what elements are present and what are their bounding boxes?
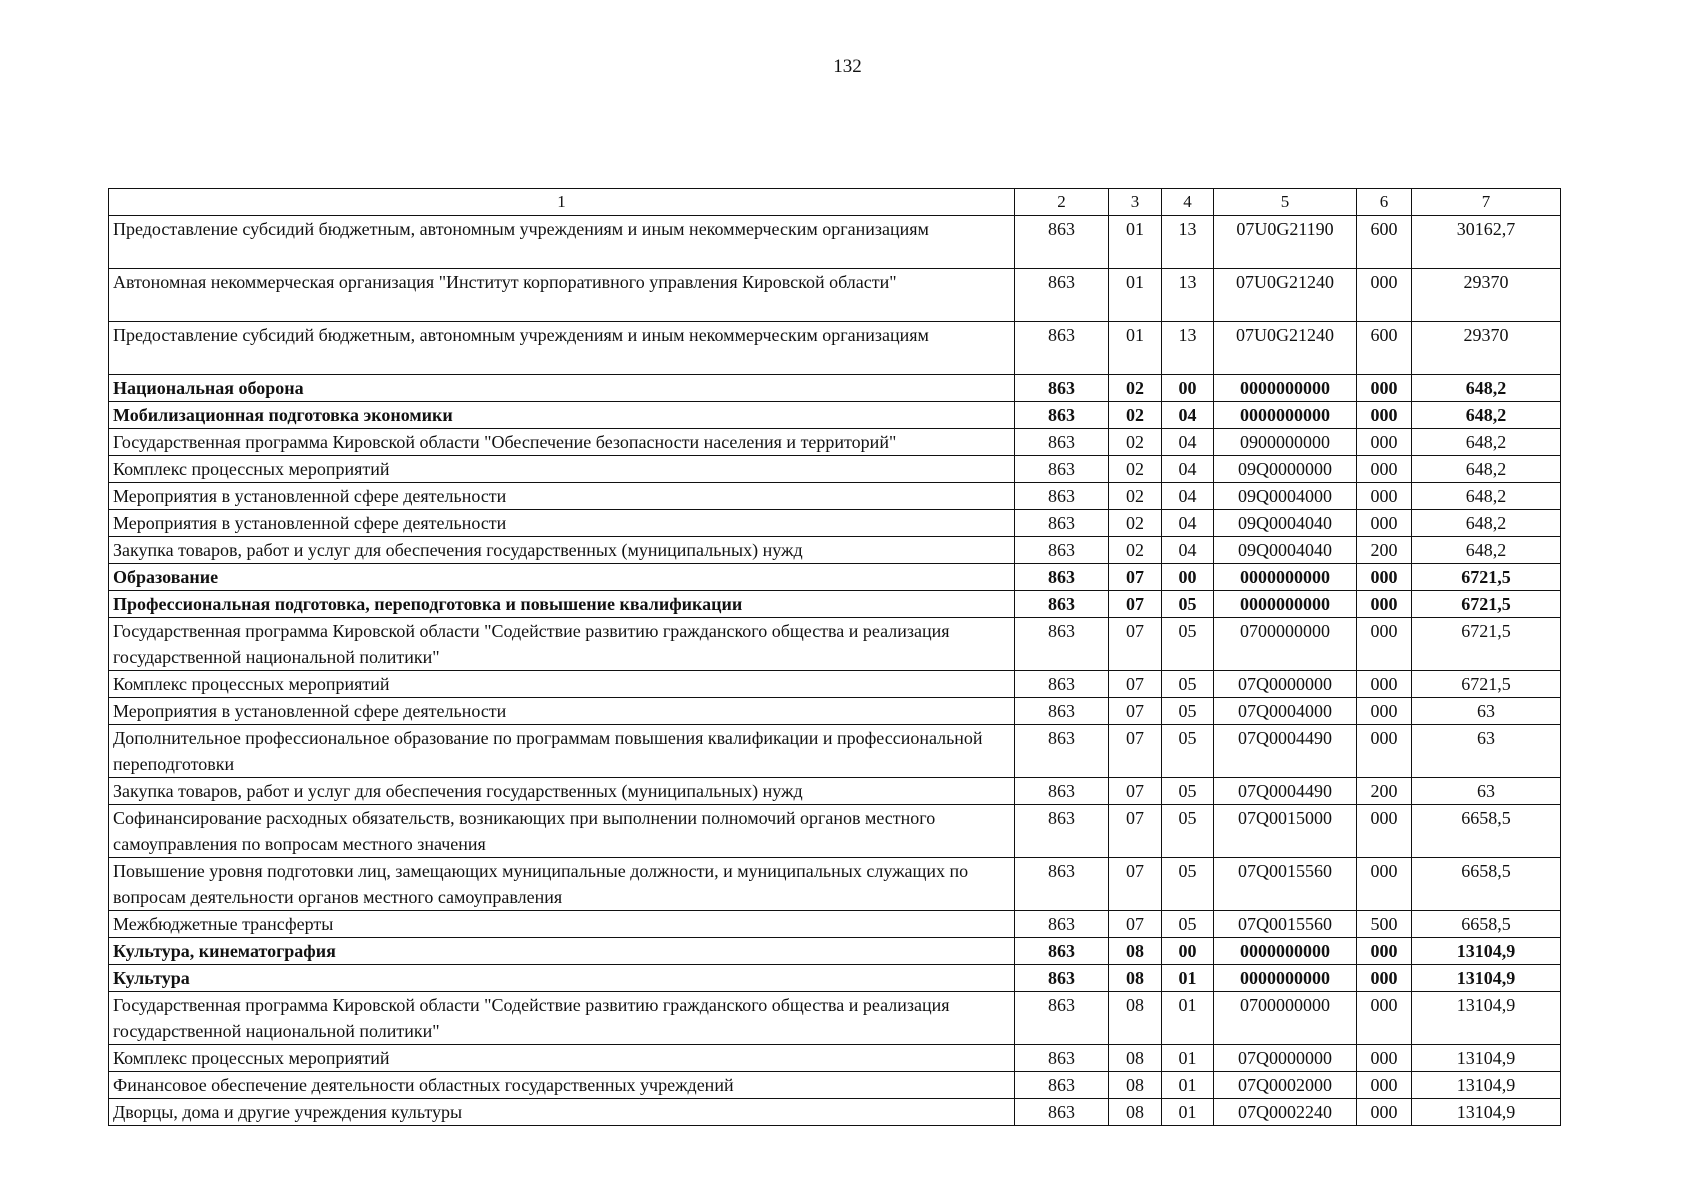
table-row — [109, 402, 1561, 429]
row-amount-cell: 13104,9 — [1412, 938, 1561, 965]
table-row — [109, 322, 1561, 375]
row-section-code-cell: 863 — [1015, 483, 1109, 510]
row-amount-cell: 63 — [1412, 698, 1561, 725]
row-division-cell: 07 — [1109, 911, 1162, 938]
row-subdivision-cell: 05 — [1162, 671, 1214, 698]
row-division-cell: 08 — [1109, 992, 1162, 1045]
row-subdivision-cell: 00 — [1162, 938, 1214, 965]
table-row — [109, 698, 1561, 725]
row-subdivision-cell: 04 — [1162, 429, 1214, 456]
row-subdivision-cell: 05 — [1162, 805, 1214, 858]
row-target-article-cell: 07U0G21240 — [1214, 269, 1357, 322]
row-division-cell: 01 — [1109, 269, 1162, 322]
row-amount-cell: 6721,5 — [1412, 671, 1561, 698]
row-division-cell: 01 — [1109, 216, 1162, 269]
row-expense-type-cell: 000 — [1357, 591, 1412, 618]
row-amount-cell: 29370 — [1412, 322, 1561, 375]
row-subdivision-cell: 01 — [1162, 965, 1214, 992]
row-name-cell: Государственная программа Кировской области "Содействие развитию гражданского общества и реализация государственной национальной политики" — [109, 992, 1015, 1045]
table-row — [109, 510, 1561, 537]
row-name-cell: Комплекс процессных мероприятий — [109, 1045, 1015, 1072]
row-division-cell: 08 — [1109, 1072, 1162, 1099]
row-target-article-cell: 07U0G21190 — [1214, 216, 1357, 269]
row-expense-type-cell: 000 — [1357, 1099, 1412, 1126]
row-division-cell: 08 — [1109, 1099, 1162, 1126]
row-name-cell: Комплекс процессных мероприятий — [109, 456, 1015, 483]
row-subdivision-cell: 00 — [1162, 564, 1214, 591]
row-division-cell: 07 — [1109, 778, 1162, 805]
table-row — [109, 805, 1561, 858]
row-amount-cell: 13104,9 — [1412, 965, 1561, 992]
table-row — [109, 564, 1561, 591]
row-expense-type-cell: 000 — [1357, 1045, 1412, 1072]
row-target-article-cell: 09Q0004040 — [1214, 510, 1357, 537]
row-name-cell: Мобилизационная подготовка экономики — [109, 402, 1015, 429]
row-section-code-cell: 863 — [1015, 402, 1109, 429]
table-row — [109, 1072, 1561, 1099]
row-target-article-cell: 0000000000 — [1214, 375, 1357, 402]
row-division-cell: 07 — [1109, 725, 1162, 778]
row-name-cell: Закупка товаров, работ и услуг для обеспечения государственных (муниципальных) нужд — [109, 778, 1015, 805]
row-division-cell: 07 — [1109, 591, 1162, 618]
row-expense-type-cell: 500 — [1357, 911, 1412, 938]
row-target-article-cell: 07Q0015000 — [1214, 805, 1357, 858]
row-amount-cell: 13104,9 — [1412, 1072, 1561, 1099]
table-row — [109, 456, 1561, 483]
row-section-code-cell: 863 — [1015, 778, 1109, 805]
row-name-cell: Автономная некоммерческая организация "Институт корпоративного управления Кировской области" — [109, 269, 1015, 322]
row-expense-type-cell: 000 — [1357, 1072, 1412, 1099]
row-division-cell: 07 — [1109, 698, 1162, 725]
row-subdivision-cell: 05 — [1162, 618, 1214, 671]
row-section-code-cell: 863 — [1015, 537, 1109, 564]
table-row — [109, 216, 1561, 269]
row-division-cell: 02 — [1109, 429, 1162, 456]
row-amount-cell: 13104,9 — [1412, 992, 1561, 1045]
row-division-cell: 02 — [1109, 483, 1162, 510]
table-row — [109, 1099, 1561, 1126]
row-target-article-cell: 07Q0015560 — [1214, 858, 1357, 911]
row-amount-cell: 6721,5 — [1412, 591, 1561, 618]
table-row — [109, 965, 1561, 992]
row-section-code-cell: 863 — [1015, 269, 1109, 322]
row-section-code-cell: 863 — [1015, 322, 1109, 375]
row-amount-cell: 13104,9 — [1412, 1099, 1561, 1126]
row-division-cell: 02 — [1109, 537, 1162, 564]
row-target-article-cell: 0900000000 — [1214, 429, 1357, 456]
row-section-code-cell: 863 — [1015, 725, 1109, 778]
table-row — [109, 618, 1561, 671]
row-name-cell: Мероприятия в установленной сфере деятельности — [109, 698, 1015, 725]
row-expense-type-cell: 000 — [1357, 938, 1412, 965]
row-amount-cell: 30162,7 — [1412, 216, 1561, 269]
row-section-code-cell: 863 — [1015, 938, 1109, 965]
row-amount-cell: 648,2 — [1412, 510, 1561, 537]
row-section-code-cell: 863 — [1015, 965, 1109, 992]
header-cell: 1 — [109, 189, 1015, 216]
row-expense-type-cell: 000 — [1357, 564, 1412, 591]
row-target-article-cell: 07Q0002000 — [1214, 1072, 1357, 1099]
row-expense-type-cell: 000 — [1357, 269, 1412, 322]
row-expense-type-cell: 000 — [1357, 483, 1412, 510]
table-row — [109, 992, 1561, 1045]
row-amount-cell: 648,2 — [1412, 375, 1561, 402]
page-number: 132 — [833, 56, 862, 77]
row-amount-cell: 6658,5 — [1412, 805, 1561, 858]
row-expense-type-cell: 000 — [1357, 725, 1412, 778]
row-amount-cell: 6721,5 — [1412, 564, 1561, 591]
row-name-cell: Софинансирование расходных обязательств, возникающих при выполнении полномочий органов местного самоуправления по вопросам местного значения — [109, 805, 1015, 858]
row-name-cell: Предоставление субсидий бюджетным, автономным учреждениям и иным некоммерческим организациям — [109, 322, 1015, 375]
table-row — [109, 591, 1561, 618]
row-amount-cell: 6721,5 — [1412, 618, 1561, 671]
table-header-row — [109, 189, 1561, 216]
row-target-article-cell: 07Q0004000 — [1214, 698, 1357, 725]
row-amount-cell: 648,2 — [1412, 456, 1561, 483]
row-section-code-cell: 863 — [1015, 591, 1109, 618]
row-section-code-cell: 863 — [1015, 456, 1109, 483]
row-section-code-cell: 863 — [1015, 1072, 1109, 1099]
row-division-cell: 08 — [1109, 938, 1162, 965]
row-division-cell: 07 — [1109, 671, 1162, 698]
row-expense-type-cell: 000 — [1357, 671, 1412, 698]
table-row — [109, 938, 1561, 965]
row-division-cell: 02 — [1109, 402, 1162, 429]
row-target-article-cell: 07U0G21240 — [1214, 322, 1357, 375]
row-subdivision-cell: 01 — [1162, 1099, 1214, 1126]
row-name-cell: Образование — [109, 564, 1015, 591]
table-row — [109, 1045, 1561, 1072]
row-division-cell: 07 — [1109, 564, 1162, 591]
row-expense-type-cell: 000 — [1357, 618, 1412, 671]
row-section-code-cell: 863 — [1015, 429, 1109, 456]
row-division-cell: 07 — [1109, 805, 1162, 858]
table-row — [109, 858, 1561, 911]
row-amount-cell: 6658,5 — [1412, 858, 1561, 911]
row-section-code-cell: 863 — [1015, 911, 1109, 938]
row-section-code-cell: 863 — [1015, 618, 1109, 671]
row-name-cell: Культура, кинематография — [109, 938, 1015, 965]
row-name-cell: Профессиональная подготовка, переподготовка и повышение квалификации — [109, 591, 1015, 618]
header-cell: 4 — [1162, 189, 1214, 216]
row-name-cell: Дворцы, дома и другие учреждения культуры — [109, 1099, 1015, 1126]
table-row — [109, 671, 1561, 698]
row-name-cell: Мероприятия в установленной сфере деятельности — [109, 510, 1015, 537]
row-target-article-cell: 07Q0000000 — [1214, 1045, 1357, 1072]
row-expense-type-cell: 000 — [1357, 992, 1412, 1045]
header-cell: 2 — [1015, 189, 1109, 216]
row-amount-cell: 648,2 — [1412, 402, 1561, 429]
row-target-article-cell: 0000000000 — [1214, 938, 1357, 965]
row-division-cell: 02 — [1109, 510, 1162, 537]
row-expense-type-cell: 000 — [1357, 402, 1412, 429]
row-expense-type-cell: 200 — [1357, 778, 1412, 805]
row-subdivision-cell: 05 — [1162, 778, 1214, 805]
row-amount-cell: 648,2 — [1412, 483, 1561, 510]
row-name-cell: Межбюджетные трансферты — [109, 911, 1015, 938]
header-cell: 3 — [1109, 189, 1162, 216]
row-amount-cell: 648,2 — [1412, 537, 1561, 564]
row-section-code-cell: 863 — [1015, 564, 1109, 591]
row-target-article-cell: 07Q0004490 — [1214, 725, 1357, 778]
header-cell: 6 — [1357, 189, 1412, 216]
row-target-article-cell: 07Q0002240 — [1214, 1099, 1357, 1126]
table-row — [109, 911, 1561, 938]
table-row — [109, 778, 1561, 805]
row-amount-cell: 63 — [1412, 725, 1561, 778]
row-name-cell: Комплекс процессных мероприятий — [109, 671, 1015, 698]
row-name-cell: Национальная оборона — [109, 375, 1015, 402]
row-expense-type-cell: 600 — [1357, 322, 1412, 375]
table-body — [109, 189, 1561, 1126]
row-subdivision-cell: 01 — [1162, 992, 1214, 1045]
row-name-cell: Финансовое обеспечение деятельности областных государственных учреждений — [109, 1072, 1015, 1099]
row-division-cell: 01 — [1109, 322, 1162, 375]
row-section-code-cell: 863 — [1015, 375, 1109, 402]
row-name-cell: Закупка товаров, работ и услуг для обеспечения государственных (муниципальных) нужд — [109, 537, 1015, 564]
row-section-code-cell: 863 — [1015, 698, 1109, 725]
table-row — [109, 375, 1561, 402]
row-subdivision-cell: 05 — [1162, 858, 1214, 911]
table-row — [109, 269, 1561, 322]
row-target-article-cell: 0000000000 — [1214, 402, 1357, 429]
row-section-code-cell: 863 — [1015, 671, 1109, 698]
table-row — [109, 429, 1561, 456]
row-division-cell: 08 — [1109, 965, 1162, 992]
row-name-cell: Государственная программа Кировской области "Обеспечение безопасности населения и территорий" — [109, 429, 1015, 456]
row-section-code-cell: 863 — [1015, 992, 1109, 1045]
row-target-article-cell: 09Q0000000 — [1214, 456, 1357, 483]
row-target-article-cell: 0000000000 — [1214, 591, 1357, 618]
row-subdivision-cell: 05 — [1162, 911, 1214, 938]
row-target-article-cell: 07Q0015560 — [1214, 911, 1357, 938]
row-target-article-cell: 07Q0000000 — [1214, 671, 1357, 698]
row-expense-type-cell: 000 — [1357, 510, 1412, 537]
row-subdivision-cell: 04 — [1162, 537, 1214, 564]
row-expense-type-cell: 000 — [1357, 965, 1412, 992]
row-subdivision-cell: 13 — [1162, 269, 1214, 322]
header-cell: 5 — [1214, 189, 1357, 216]
row-expense-type-cell: 000 — [1357, 375, 1412, 402]
row-section-code-cell: 863 — [1015, 510, 1109, 537]
header-cell: 7 — [1412, 189, 1561, 216]
row-section-code-cell: 863 — [1015, 805, 1109, 858]
table-row — [109, 725, 1561, 778]
row-amount-cell: 13104,9 — [1412, 1045, 1561, 1072]
row-name-cell: Государственная программа Кировской области "Содействие развитию гражданского общества и реализация государственной национальной политики" — [109, 618, 1015, 671]
row-subdivision-cell: 04 — [1162, 510, 1214, 537]
row-subdivision-cell: 04 — [1162, 402, 1214, 429]
row-subdivision-cell: 13 — [1162, 322, 1214, 375]
row-subdivision-cell: 00 — [1162, 375, 1214, 402]
row-subdivision-cell: 13 — [1162, 216, 1214, 269]
row-target-article-cell: 0700000000 — [1214, 618, 1357, 671]
row-subdivision-cell: 01 — [1162, 1045, 1214, 1072]
row-expense-type-cell: 000 — [1357, 429, 1412, 456]
row-subdivision-cell: 04 — [1162, 456, 1214, 483]
row-target-article-cell: 09Q0004040 — [1214, 537, 1357, 564]
row-section-code-cell: 863 — [1015, 858, 1109, 911]
row-subdivision-cell: 05 — [1162, 725, 1214, 778]
row-section-code-cell: 863 — [1015, 1045, 1109, 1072]
row-subdivision-cell: 04 — [1162, 483, 1214, 510]
row-name-cell: Предоставление субсидий бюджетным, автономным учреждениям и иным некоммерческим организациям — [109, 216, 1015, 269]
row-expense-type-cell: 000 — [1357, 698, 1412, 725]
row-section-code-cell: 863 — [1015, 216, 1109, 269]
row-target-article-cell: 07Q0004490 — [1214, 778, 1357, 805]
row-name-cell: Дополнительное профессиональное образование по программам повышения квалификации и профессиональной переподготовки — [109, 725, 1015, 778]
row-target-article-cell: 0000000000 — [1214, 564, 1357, 591]
table-row — [109, 483, 1561, 510]
row-division-cell: 02 — [1109, 375, 1162, 402]
row-expense-type-cell: 000 — [1357, 456, 1412, 483]
row-amount-cell: 29370 — [1412, 269, 1561, 322]
row-division-cell: 07 — [1109, 858, 1162, 911]
row-division-cell: 07 — [1109, 618, 1162, 671]
table-row — [109, 537, 1561, 564]
row-target-article-cell: 09Q0004000 — [1214, 483, 1357, 510]
row-target-article-cell: 0700000000 — [1214, 992, 1357, 1045]
row-division-cell: 02 — [1109, 456, 1162, 483]
row-section-code-cell: 863 — [1015, 1099, 1109, 1126]
row-name-cell: Культура — [109, 965, 1015, 992]
row-amount-cell: 6658,5 — [1412, 911, 1561, 938]
row-amount-cell: 648,2 — [1412, 429, 1561, 456]
row-subdivision-cell: 05 — [1162, 698, 1214, 725]
row-subdivision-cell: 01 — [1162, 1072, 1214, 1099]
row-expense-type-cell: 600 — [1357, 216, 1412, 269]
row-expense-type-cell: 200 — [1357, 537, 1412, 564]
row-name-cell: Мероприятия в установленной сфере деятельности — [109, 483, 1015, 510]
row-subdivision-cell: 05 — [1162, 591, 1214, 618]
row-amount-cell: 63 — [1412, 778, 1561, 805]
row-division-cell: 08 — [1109, 1045, 1162, 1072]
row-name-cell: Повышение уровня подготовки лиц, замещающих муниципальные должности, и муниципальных служащих по вопросам деятельности органов местного самоуправления — [109, 858, 1015, 911]
row-expense-type-cell: 000 — [1357, 805, 1412, 858]
row-target-article-cell: 0000000000 — [1214, 965, 1357, 992]
row-expense-type-cell: 000 — [1357, 858, 1412, 911]
budget-table — [108, 188, 1561, 1126]
